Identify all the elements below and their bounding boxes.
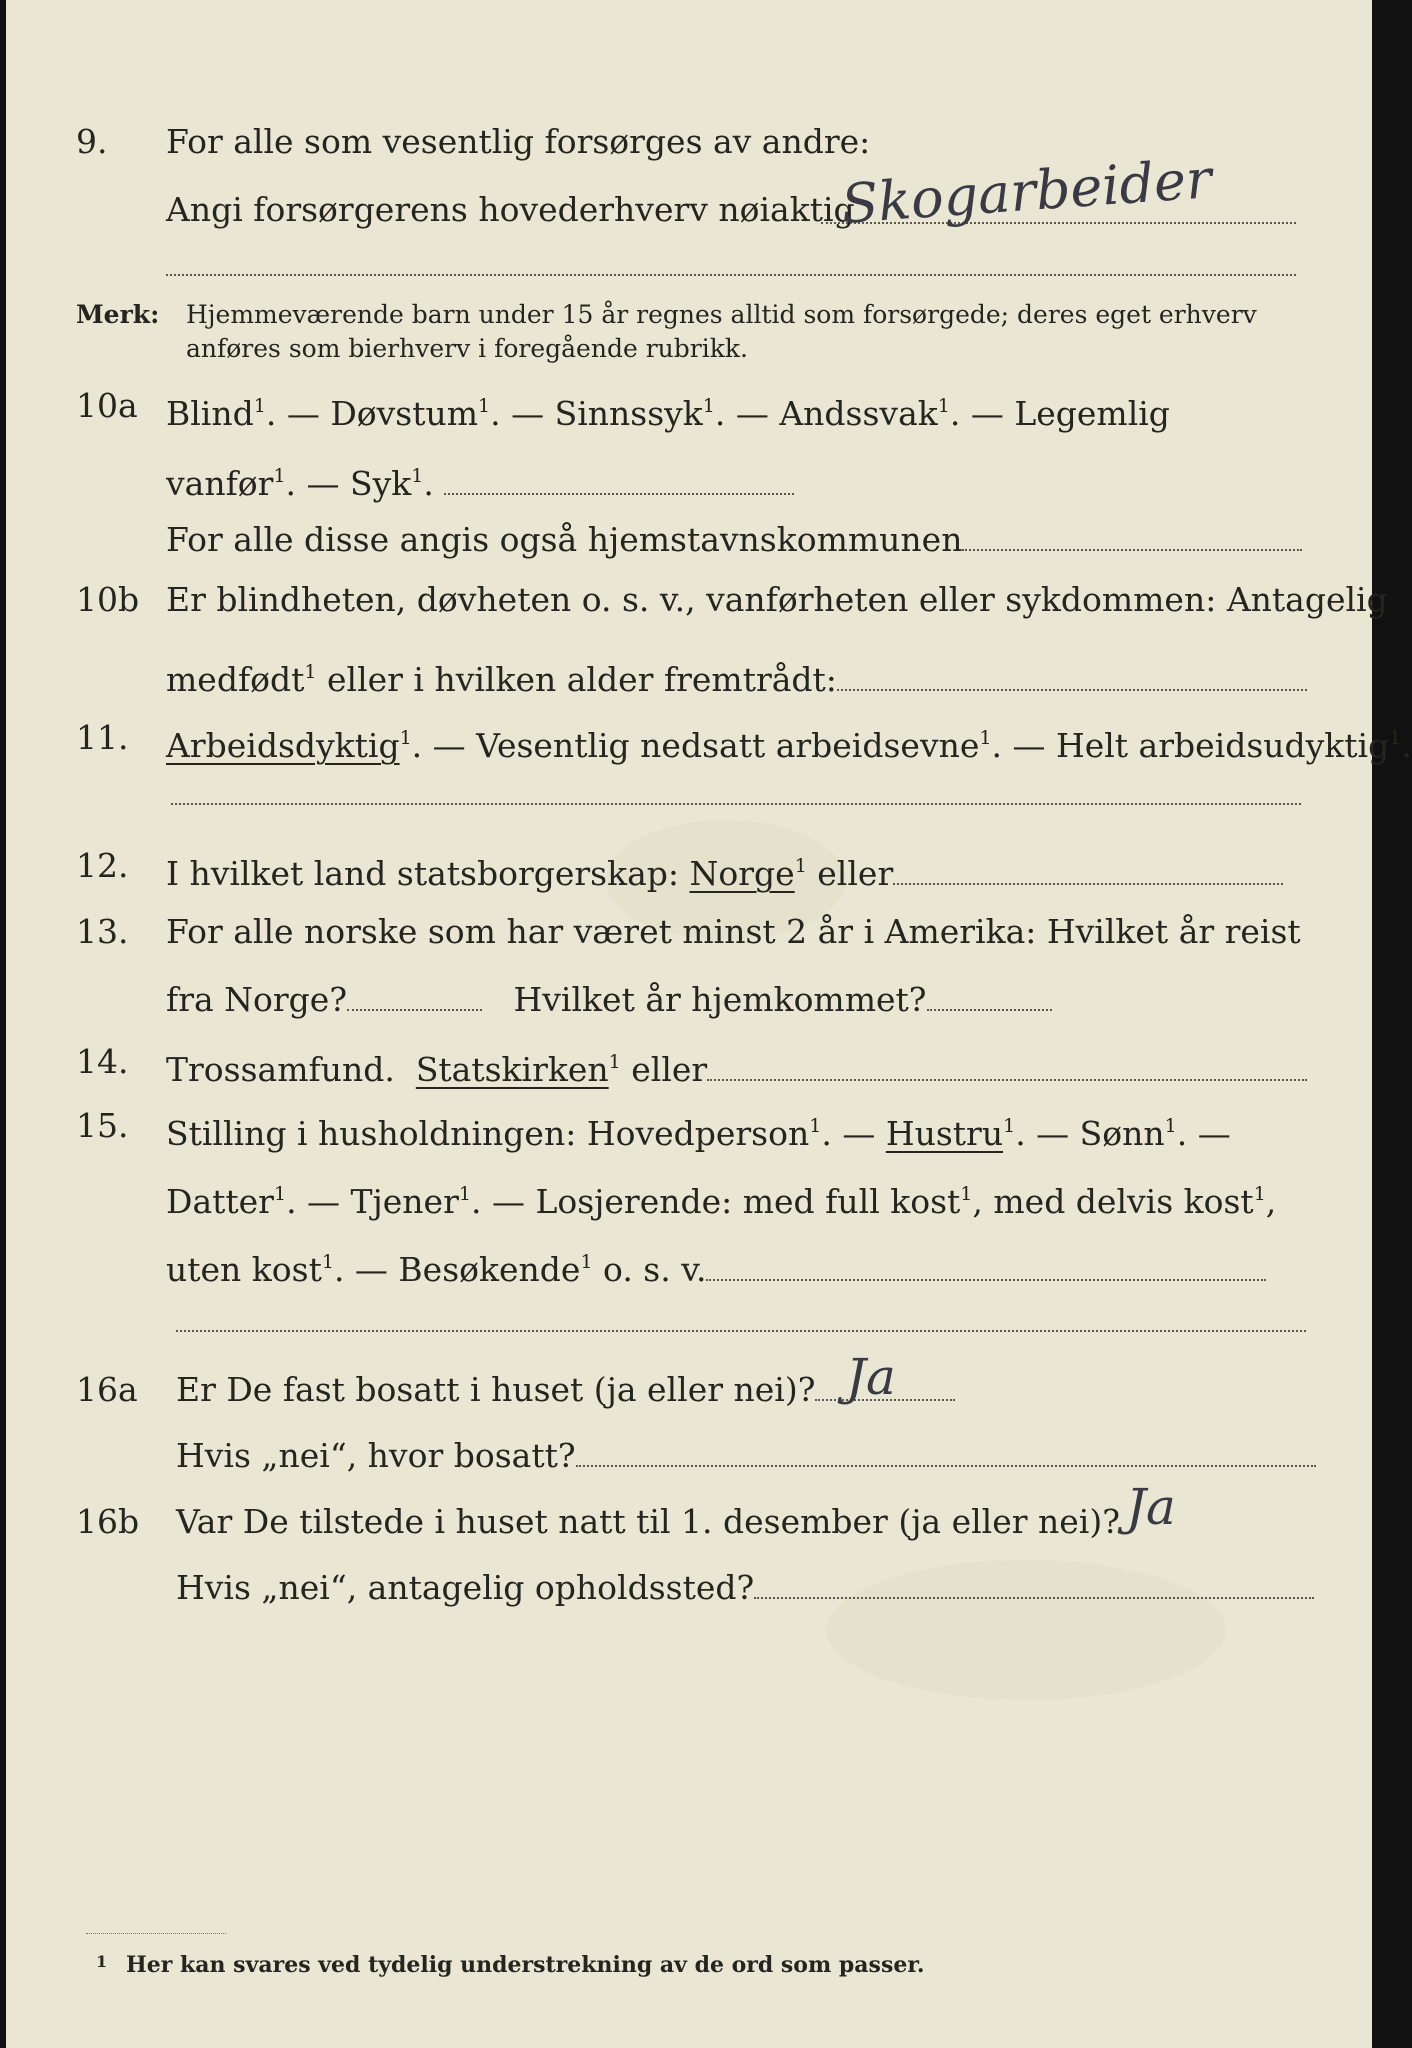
question-number: 16b <box>76 1502 140 1541</box>
question-text: For alle disse angis også hjemstavnskommunen <box>166 520 1302 560</box>
handwritten-answer: Ja <box>1126 1478 1176 1536</box>
answer-line <box>166 274 1296 276</box>
underlined-answer: Hustru <box>885 1114 1004 1153</box>
question-number: 11. <box>76 718 129 757</box>
question-number: 16a <box>76 1370 138 1409</box>
question-text: Arbeidsdyktig$^1$. — Vesentlig nedsatt arbeidsevne$^1$. — Helt arbeidsudyktig$^1$. <box>166 726 1412 765</box>
answer-line <box>706 1251 1266 1281</box>
question-text: fra Norge? Hvilket år hjemkommet? <box>166 980 1052 1020</box>
question-number: 12. <box>76 846 129 885</box>
note-text: Hjemmeværende barn under 15 år regnes alltid som forsørgede; deres eget erhverv anføres som bierhverv i foregående rubrikk. <box>186 300 1257 363</box>
question-text: uten kost$^1$. — Besøkende$^1$ o. s. v. <box>166 1242 1266 1290</box>
census-form-page <box>6 0 1412 2048</box>
footnote-mark: 1 <box>96 1952 108 1971</box>
question-text: Er De fast bosatt i huset (ja eller nei)? <box>176 1370 955 1410</box>
question-text: Datter$^1$. — Tjener$^1$. — Losjerende: med full kost$^1$, med delvis kost$^1$, <box>166 1182 1277 1221</box>
answer-line <box>176 1330 1306 1332</box>
question-text: For alle som vesentlig forsørges av andre: <box>166 122 871 161</box>
answer-line <box>927 981 1052 1011</box>
answer-line <box>754 1569 1314 1599</box>
question-text: Stilling i husholdningen: Hovedperson$^1$. — Hustru$^1$. — Sønn$^1$. — <box>166 1114 1231 1153</box>
question-text: Var De tilstede i huset natt til 1. desember (ja eller nei)? <box>176 1502 1120 1541</box>
question-number: 15. <box>76 1106 129 1145</box>
answer-line <box>837 661 1307 691</box>
question-text: Hvis „nei“, antagelig opholdssted? <box>176 1568 1314 1608</box>
answer-line <box>347 981 482 1011</box>
answer-line <box>962 521 1302 551</box>
question-text: I hvilket land statsborgerskap: Norge$^1$ eller <box>166 846 1283 894</box>
question-text: Er blindheten, døvheten o. s. v., vanførheten eller sykdommen: Antagelig <box>166 580 1388 619</box>
answer-line <box>576 1437 1316 1467</box>
underlined-answer: Norge <box>689 854 795 893</box>
question-number: 10a <box>76 386 138 425</box>
note-block <box>76 298 1257 363</box>
underlined-answer: Arbeidsdyktig <box>166 726 400 765</box>
question-text: Angi forsørgerens hovederhverv nøiaktig <box>166 190 855 229</box>
question-text: Hvis „nei“, hvor bosatt? <box>176 1436 1316 1476</box>
handwritten-answer: Skogarbeider <box>839 147 1214 236</box>
footnote <box>96 1952 925 1978</box>
footnote-text: Her kan svares ved tydelig understrekning av de ord som passer. <box>126 1952 925 1978</box>
answer-line <box>707 1051 1307 1081</box>
question-number: 13. <box>76 912 129 951</box>
question-number: 10b <box>76 580 140 619</box>
question-text: For alle norske som har været minst 2 år i Amerika: Hvilket år reist <box>166 912 1301 951</box>
answer-line <box>444 465 794 495</box>
answer-line <box>893 855 1283 885</box>
question-number: 14. <box>76 1042 129 1081</box>
question-text: vanfør$^1$. — Syk$^1$. <box>166 456 794 504</box>
footnote-rule <box>86 1933 226 1934</box>
handwritten-answer: Ja <box>846 1348 896 1406</box>
note-label: Merk: <box>76 300 160 329</box>
question-number: 9. <box>76 122 108 161</box>
answer-line <box>171 803 1301 805</box>
underlined-answer: Statskirken <box>415 1050 609 1089</box>
question-text: Trossamfund. Statskirken$^1$ eller <box>166 1042 1307 1090</box>
question-text: Blind$^1$. — Døvstum$^1$. — Sinnssyk$^1$. — Andssvak$^1$. — Legemlig <box>166 394 1170 433</box>
question-text: medfødt$^1$ eller i hvilken alder fremtrådt: <box>166 652 1307 700</box>
